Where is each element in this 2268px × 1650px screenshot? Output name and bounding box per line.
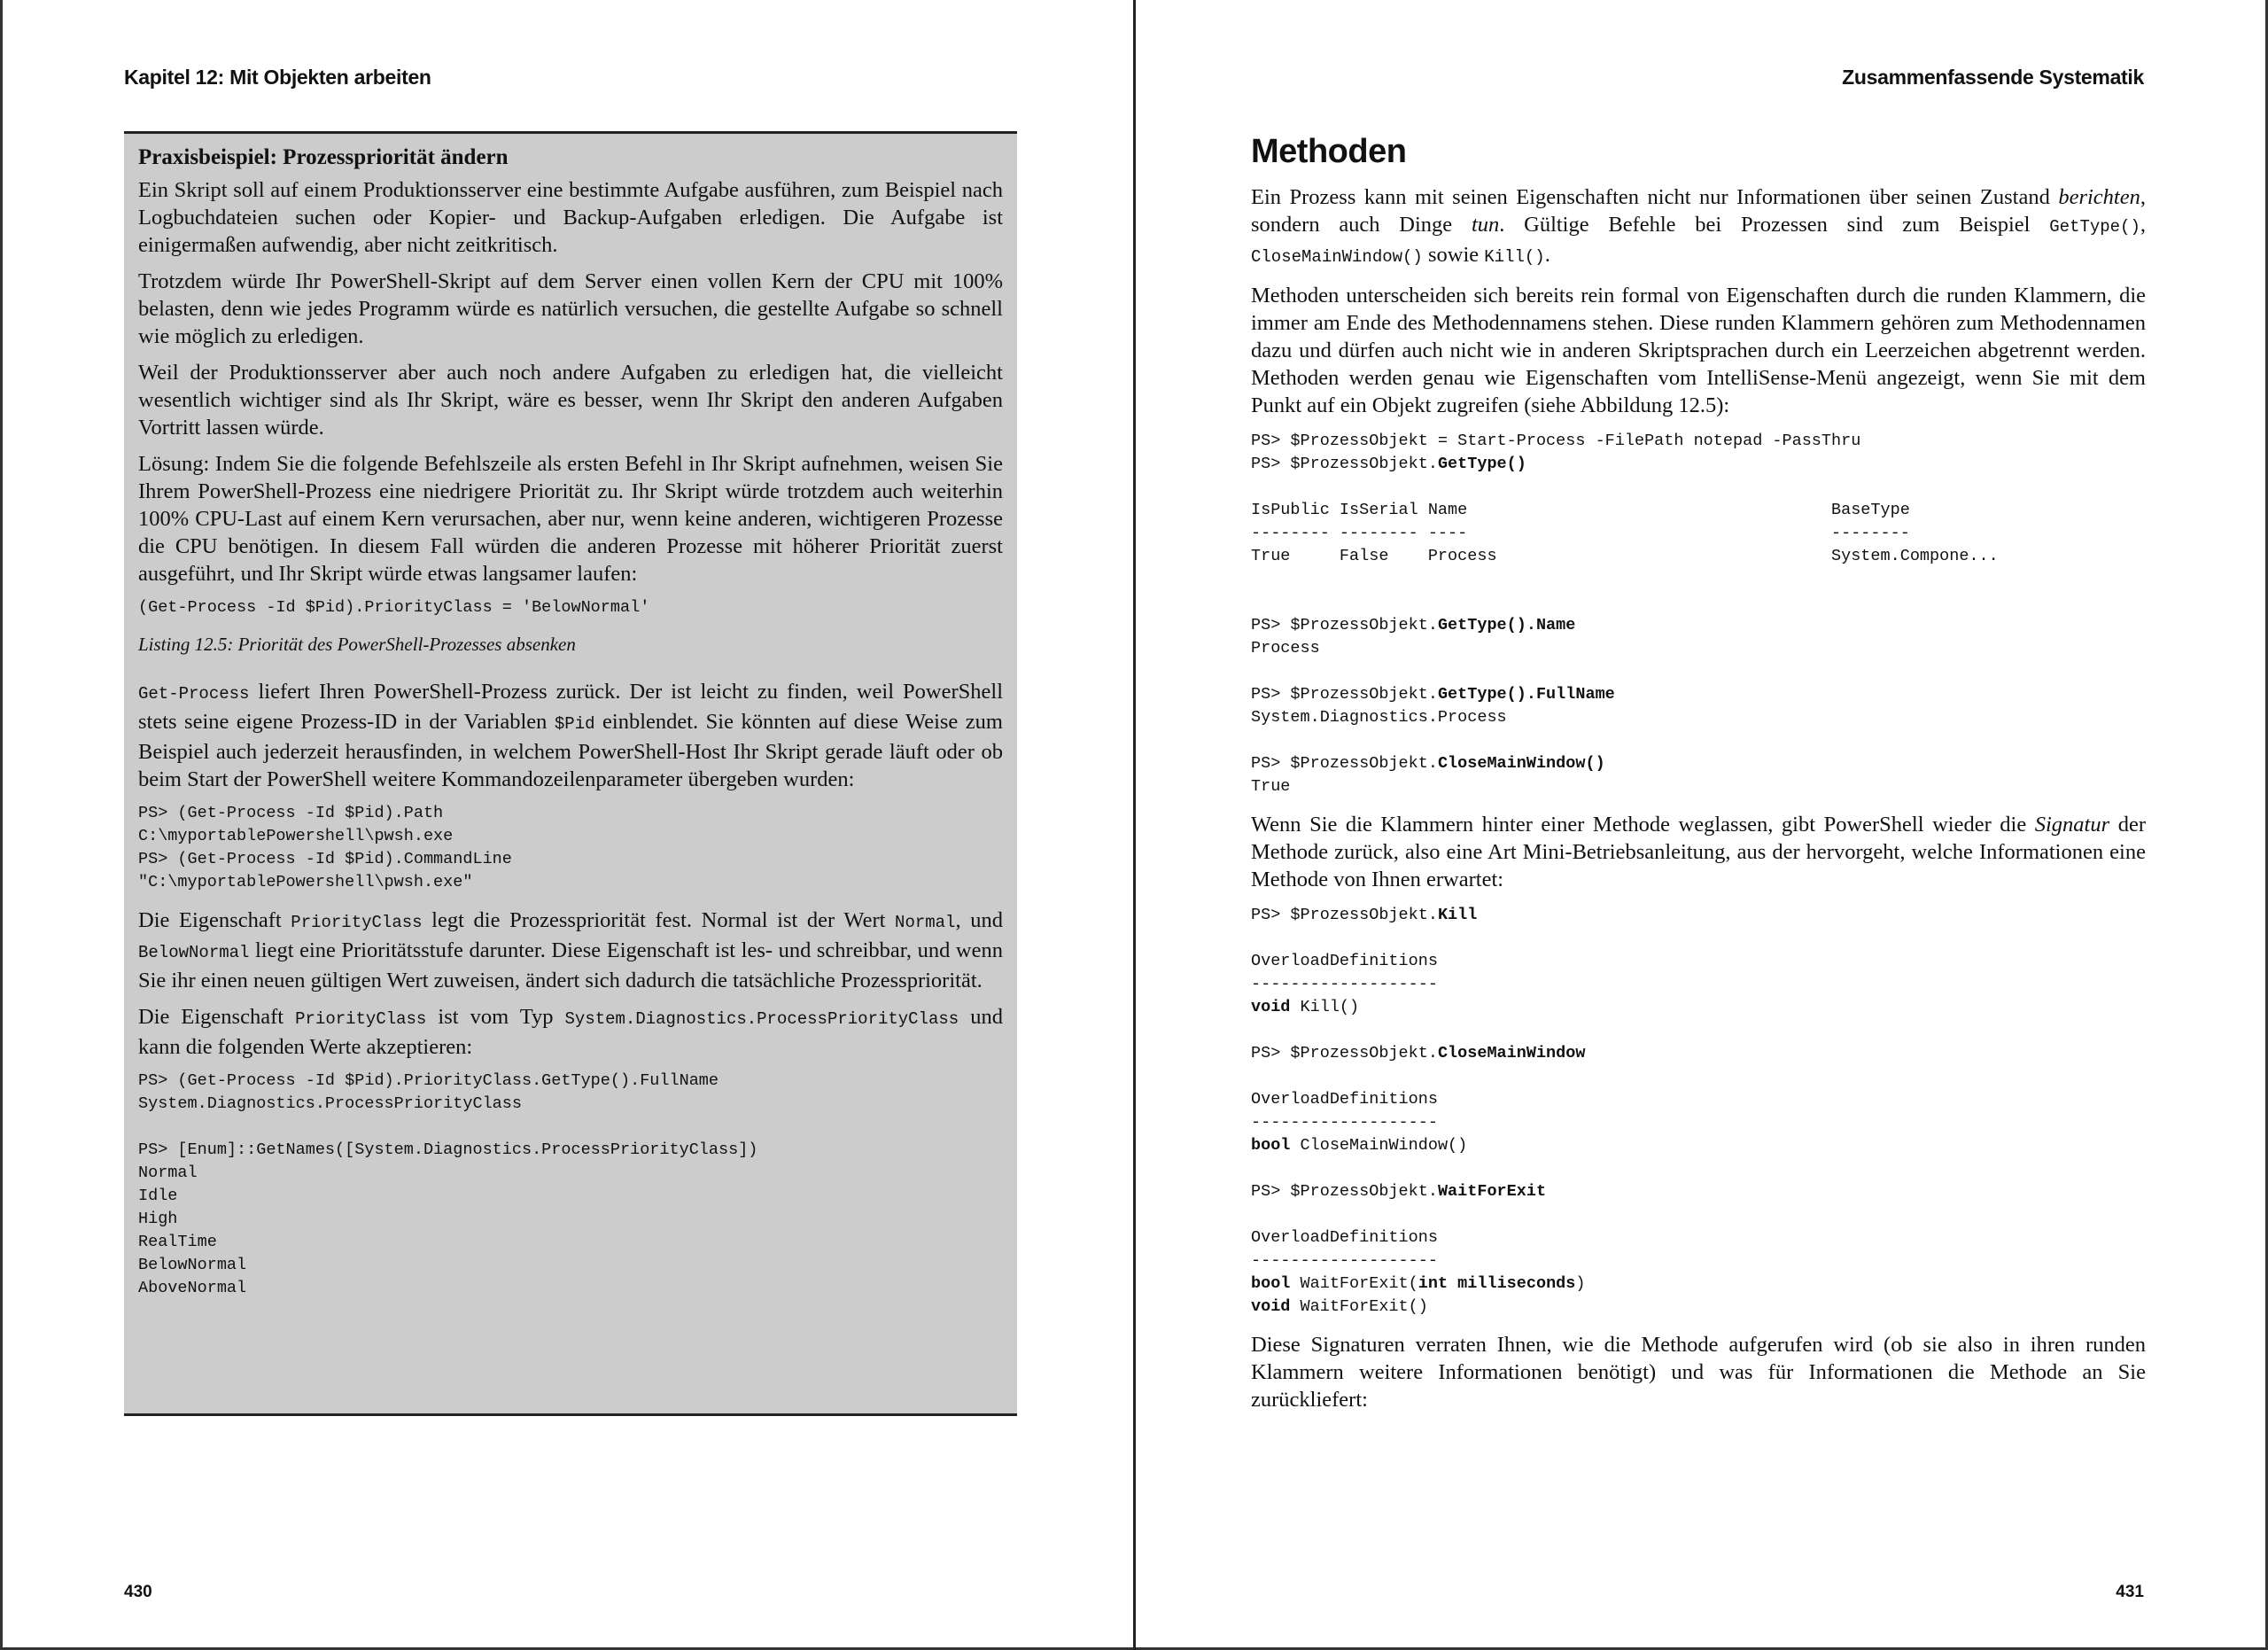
code-output: ) [1575, 1274, 1586, 1293]
code-keyword: void [1251, 998, 1291, 1016]
code-output: WaitForExit( [1290, 1274, 1418, 1293]
text-run: , und [955, 908, 1003, 932]
paragraph-2: Methoden unterscheiden sich bereits rein formal von Eigenschaften durch die runden Klammern, die immer am Ende des Methodennamens stehen. Diese runden Klammern gehören zum Methodennamen dazu und dürfen auch nicht wie in anderen Skriptsprachen durch ein Leerzeichen abgetrennt werden. Methoden werden genau wie Eigenschaften vom IntelliSense-Menü angezeigt, wenn Sie mit dem Punkt auf ein Objekt zugreifen (siehe Abbildung 12.5): [1251, 284, 2146, 417]
code-output: OverloadDefinitions ------------------- [1251, 1090, 1438, 1132]
text-run: Die Eigenschaft [138, 1005, 296, 1029]
emphasis: tun [1471, 213, 1500, 237]
inline-code: BelowNormal [138, 943, 250, 962]
code-output: Process [1251, 639, 1320, 658]
right-page-content [1251, 124, 2146, 1424]
code-line: PS> $ProzessObjekt. [1251, 754, 1438, 773]
code-highlight: CloseMainWindow [1437, 1044, 1586, 1062]
text-run: einblendet. Sie könnten auf diese Weise zum Beispiel auch jederzeit herausfinden, in welchem PowerShell-Host Ihr Skript gerade läuft oder ob beim Start der PowerShell weitere Kommandozeilenparameter übergeben wurden: [138, 710, 1003, 791]
text-run: sowie [1422, 243, 1485, 267]
text-run: Die Eigenschaft [138, 908, 291, 932]
code-output: WaitForExit() [1290, 1297, 1428, 1316]
inline-code: PriorityClass [291, 913, 423, 932]
code-output: Kill() [1290, 998, 1360, 1016]
practice-example-box [124, 131, 1017, 1416]
code-listing-enum: PS> (Get-Process -Id $Pid).PriorityClass.GetType().FullName System.Diagnostics.ProcessPriorityClass PS> [Enum]::GetNames([System.Diagnostics.ProcessPriorityClass]) Normal Idle High RealTime BelowNormal AboveNormal [138, 1071, 758, 1297]
text-run: liegt eine Prioritätsstufe darunter. Diese Eigenschaft ist les- und schreibbar, und wenn Sie ihr einen neuen gültigen Wert zuweisen, ändert sich dadurch die tatsächliche Prozesspriorität. [138, 938, 1003, 992]
inline-code: GetType() [2049, 217, 2140, 237]
code-line: PS> $ProzessObjekt. [1251, 1044, 1438, 1062]
paragraph-4: Diese Signaturen verraten Ihnen, wie die Methode aufgerufen wird (ob sie also in ihren runden Klammern weitere Informationen benötigt) und was für Informationen die Methode an Sie zurückliefert: [1251, 1333, 2146, 1412]
sidebar-paragraph-1: Ein Skript soll auf einem Produktionsserver eine bestimmte Aufgabe ausführen, zum Beispiel nach Logbuchdateien suchen oder Kopier- und Backup-Aufgaben erledigen. Die Aufgabe ist einigermaßen aufwendig, aber nicht zeitkritisch. [138, 178, 1003, 257]
text-run: Wenn Sie die Klammern hinter einer Methode weglassen, gibt PowerShell wieder die [1251, 813, 2035, 837]
code-line: PS> $ProzessObjekt. [1251, 685, 1438, 704]
paragraph-3 [1251, 811, 2146, 893]
page-number-right: 431 [2116, 1583, 2144, 1601]
code-highlight: int milliseconds [1418, 1274, 1576, 1293]
code-output: True [1251, 777, 1291, 796]
code-highlight: Kill [1437, 906, 1478, 924]
sidebar-paragraph-2: Trotzdem würde Ihr PowerShell-Skript auf dem Server einen vollen Kern der CPU mit 100% belasten, denn wie jedes Programm würde es natürlich versuchen, die gestellte Aufgabe so schnell wie möglich zu erledigen. [138, 269, 1003, 348]
sidebar-paragraph-6 [138, 907, 1003, 994]
text-run: und kann die folgenden Werte akzeptieren: [138, 1005, 1003, 1059]
inline-code: CloseMainWindow() [1251, 247, 1423, 267]
code-highlight: GetType().FullName [1437, 685, 1615, 704]
inline-code: Kill() [1484, 247, 1545, 267]
code-keyword: void [1251, 1297, 1291, 1316]
sidebar-paragraph-3: Weil der Produktionsserver aber auch noch andere Aufgaben zu erledigen hat, die vielleicht wesentlich wichtiger sind als Ihr Skript, wäre es besser, wenn Ihr Skript den anderen Aufgaben Vortritt lassen würde. [138, 361, 1003, 440]
sidebar-paragraph-4: Lösung: Indem Sie die folgende Befehlszeile als ersten Befehl in Ihr Skript aufnehmen, weisen Sie Ihrem PowerShell-Prozess eine niedrigere Priorität zu. Ihr Skript würde trotzdem auch weiterhin 100% CPU-Last auf einem Kern verursachen, aber nur, wenn keine anderen, wichtigeren Prozesse die CPU benötigen. In diesem Fall würden die anderen Prozesse mit höherer Priorität zuerst ausgeführt, und Ihr Skript würde etwas langsamer laufen: [138, 452, 1003, 586]
inline-code: Get-Process [138, 684, 250, 704]
text-run: legt die Prozesspriorität fest. Normal ist der Wert [422, 908, 896, 932]
text-run: liefert Ihren PowerShell-Prozess zurück. Der ist leicht zu finden, weil PowerShell stets seine eigene Prozess-ID in der Variablen [138, 680, 1003, 734]
inline-code: PriorityClass [295, 1009, 427, 1029]
sidebar-paragraph-5 [138, 678, 1003, 793]
text-run: , sondern auch Dinge [1251, 185, 2146, 237]
code-output-table: IsPublic IsSerial Name BaseType -------- -------- ---- -------- True False Process System.Compone... [1251, 501, 1999, 565]
text-run: ist vom Typ [426, 1005, 565, 1029]
page-number-left: 430 [124, 1583, 152, 1601]
listing-caption: Listing 12.5: Priorität des PowerShell-Prozesses absenken [138, 634, 576, 655]
code-output: OverloadDefinitions ------------------- [1251, 1228, 1438, 1270]
inline-code: Normal [895, 913, 956, 932]
text-run: der Methode zurück, also eine Art Mini-Betriebsanleitung, aus der hervorgeht, welche Informationen eine Methode von Ihnen erwartet: [1251, 813, 2146, 891]
code-keyword: bool [1251, 1274, 1291, 1293]
sidebar-paragraph-7 [138, 1003, 1003, 1061]
running-head-left: Kapitel 12: Mit Objekten arbeiten [124, 66, 431, 89]
section-heading: Methoden [1251, 133, 1407, 170]
code-line: PS> $ProzessObjekt. [1251, 1182, 1438, 1201]
code-block-gettype [1251, 430, 2146, 798]
running-head-right: Zusammenfassende Systematik [1842, 66, 2144, 89]
code-highlight: WaitForExit [1437, 1182, 1547, 1201]
code-highlight: GetType() [1437, 455, 1526, 473]
inline-code: System.Diagnostics.ProcessPriorityClass [564, 1009, 959, 1029]
inline-code: $Pid [554, 714, 595, 734]
code-highlight: GetType().Name [1437, 616, 1576, 634]
code-block-signatures [1251, 904, 2146, 1319]
code-output: System.Diagnostics.Process [1251, 708, 1507, 727]
sidebar-title: Praxisbeispiel: Prozesspriorität ändern [138, 145, 509, 169]
text-run: . Gültige Befehle bei Prozessen sind zum Beispiel [1499, 213, 2050, 237]
text-run: . [1544, 243, 1550, 267]
text-run: Ein Prozess kann mit seinen Eigenschaften nicht nur Informationen über seinen Zustand [1251, 185, 2059, 209]
code-line: PS> $ProzessObjekt = Start-Process -FilePath notepad -PassThru [1251, 432, 1861, 450]
emphasis: Signatur [2034, 813, 2110, 837]
code-listing-path: PS> (Get-Process -Id $Pid).Path C:\myportablePowershell\pwsh.exe PS> (Get-Process -Id $Pid).CommandLine "C:\myportablePowershell\pwsh.exe" [138, 804, 512, 891]
code-line: PS> $ProzessObjekt. [1251, 455, 1438, 473]
paragraph-1 [1251, 183, 2146, 271]
code-line: PS> $ProzessObjekt. [1251, 616, 1438, 634]
emphasis: berichten [2058, 185, 2140, 209]
code-keyword: bool [1251, 1136, 1291, 1155]
code-line: PS> $ProzessObjekt. [1251, 906, 1438, 924]
right-page [1136, 0, 2268, 1650]
code-output: OverloadDefinitions ------------------- [1251, 952, 1438, 993]
code-output: CloseMainWindow() [1290, 1136, 1468, 1155]
text-run: , [2140, 213, 2146, 237]
code-listing-priority: (Get-Process -Id $Pid).PriorityClass = 'BelowNormal' [138, 598, 650, 617]
code-highlight: CloseMainWindow() [1437, 754, 1605, 773]
